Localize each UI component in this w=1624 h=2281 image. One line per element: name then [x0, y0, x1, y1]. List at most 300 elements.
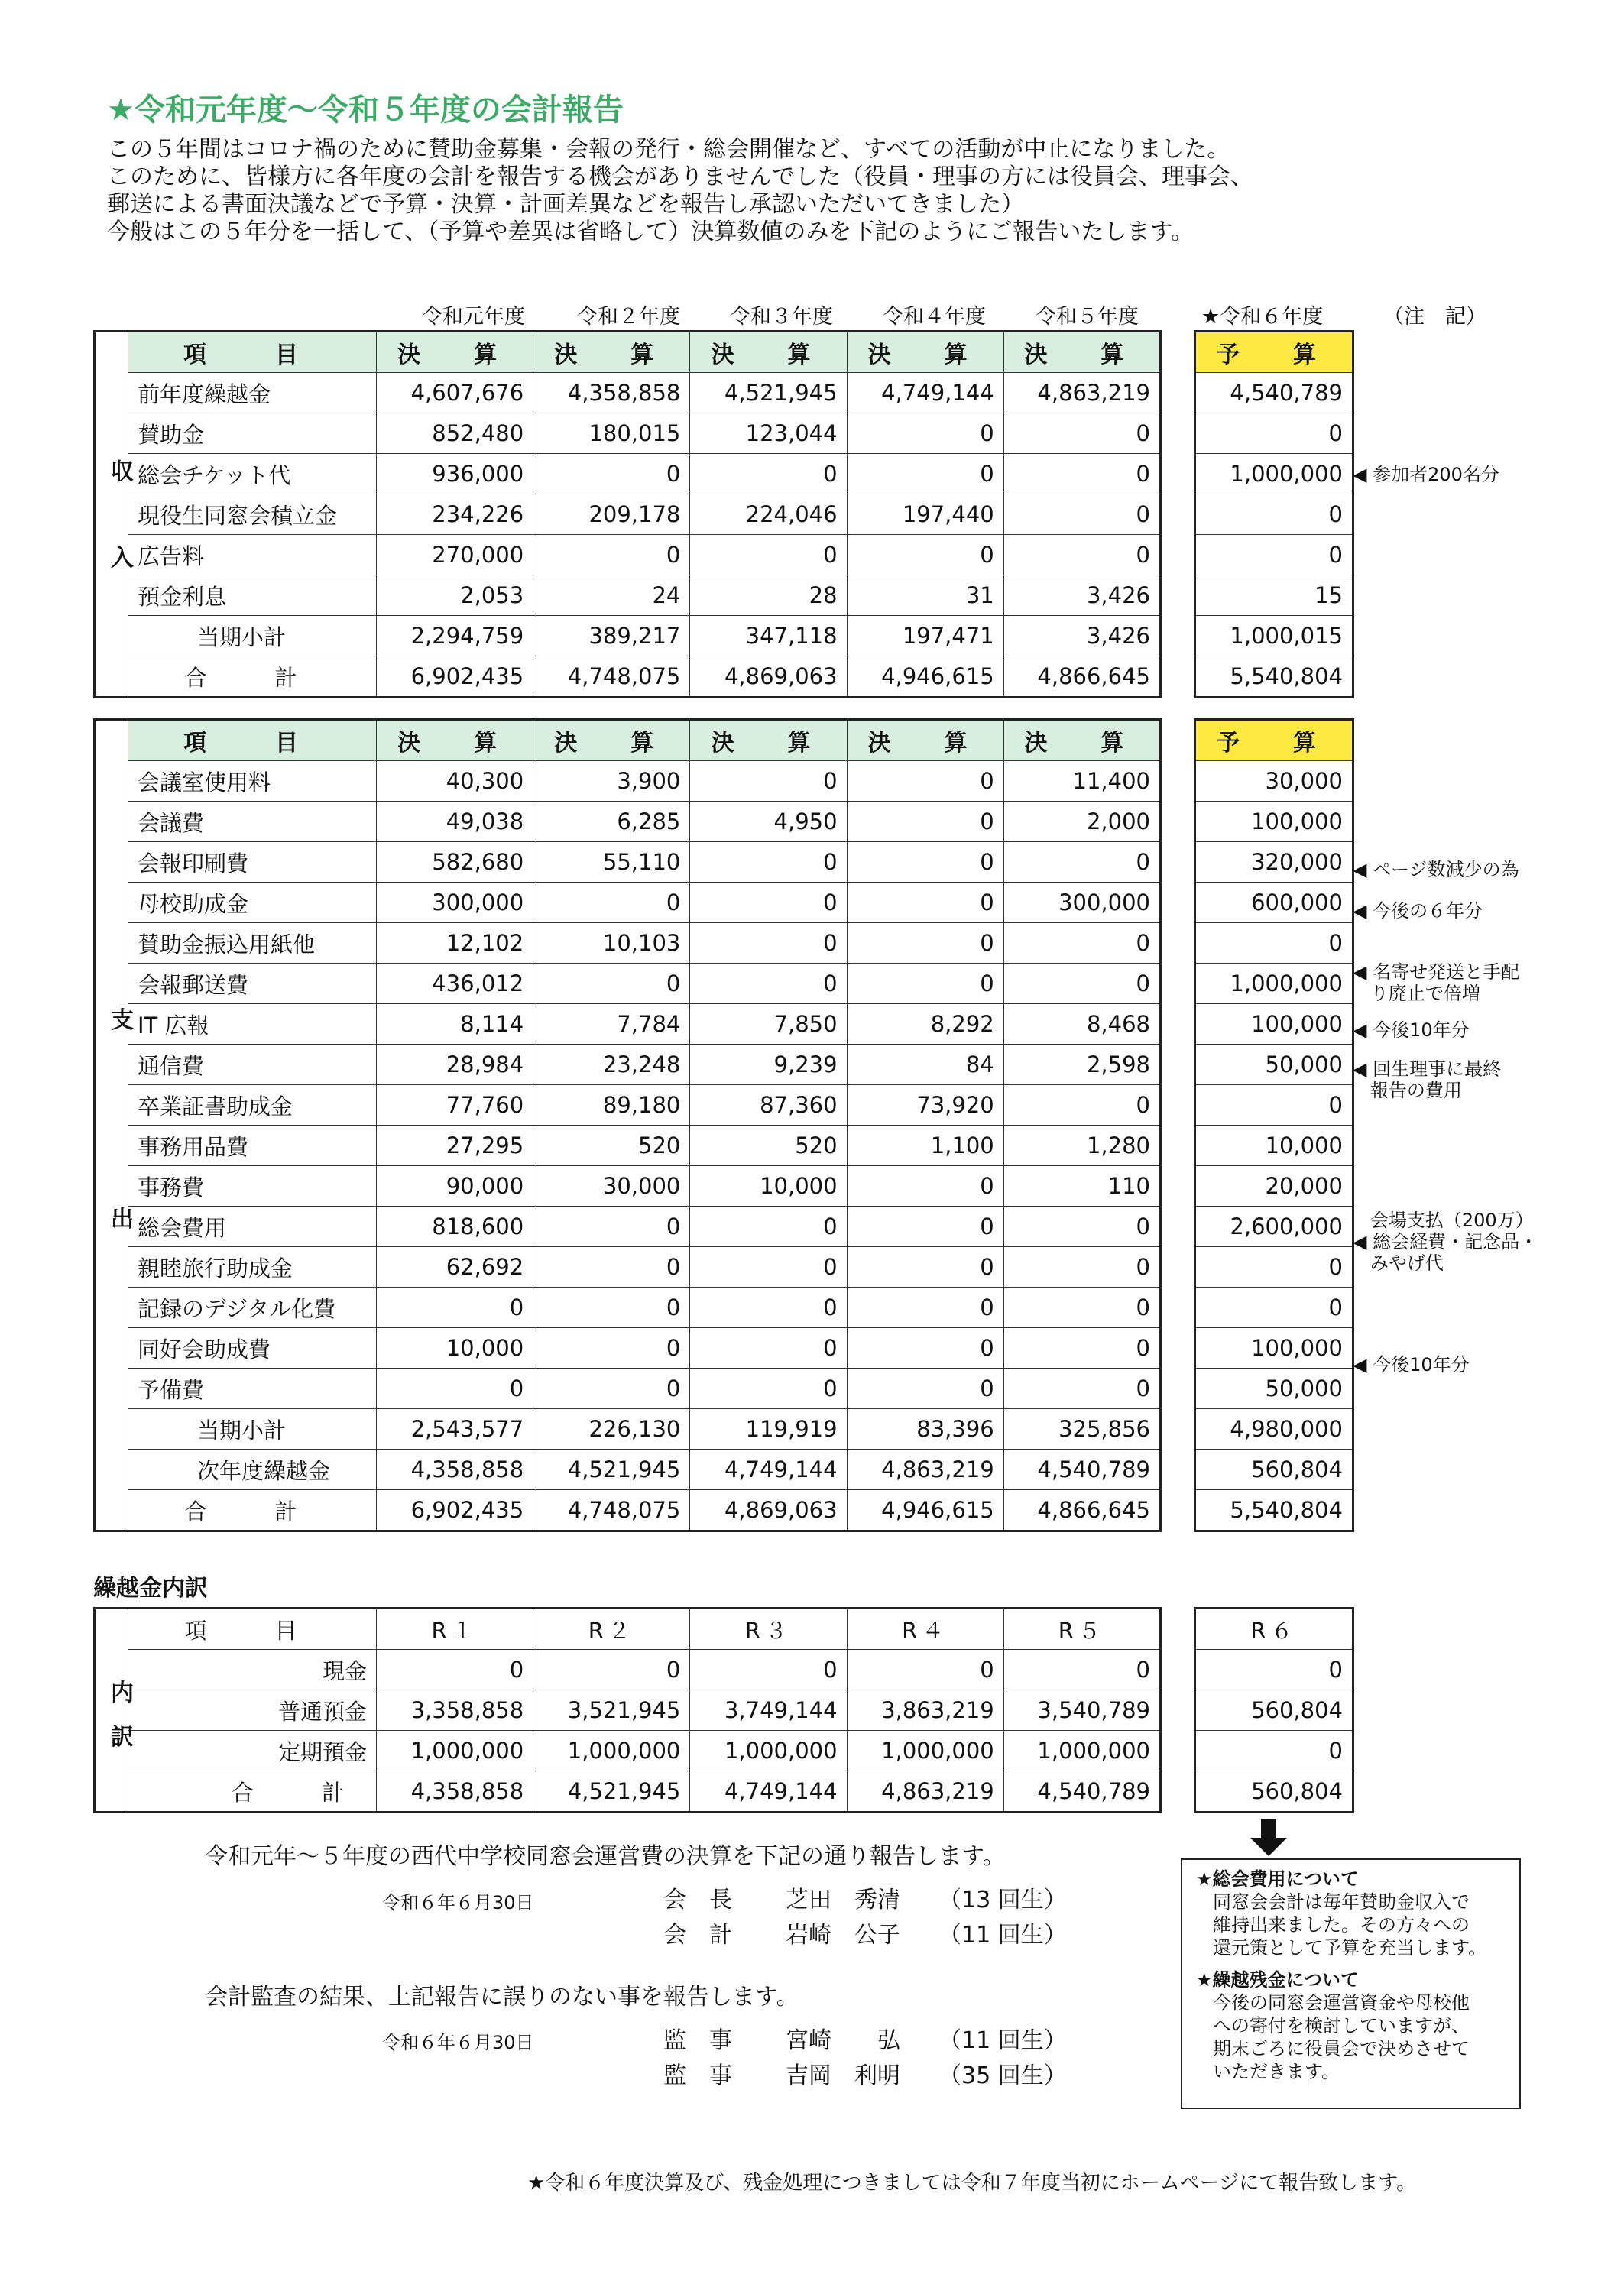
budget-cell: 0 [1195, 1085, 1353, 1126]
value-cell: 31 [847, 575, 1003, 616]
value-cell: 0 [1003, 1207, 1160, 1247]
budget-row [1195, 1650, 1353, 1690]
row-label: 事務用品費 [128, 1126, 377, 1166]
table-row [95, 1690, 1161, 1731]
row-label: 合 計 [128, 656, 377, 698]
value-cell: 0 [690, 1288, 847, 1328]
value-cell: 4,521,945 [533, 1771, 690, 1813]
value-cell: 49,038 [377, 802, 533, 842]
budget-cell: 50,000 [1195, 1369, 1353, 1409]
side-cell [95, 332, 128, 373]
sign-name: 吉岡 利明 [786, 2062, 900, 2089]
side-cell [95, 1085, 128, 1126]
income-budget-table [1194, 330, 1354, 698]
note-ticket: ◀ 参加者200名分 [1353, 464, 1499, 485]
side-cell [95, 1369, 128, 1409]
budget-row [1195, 373, 1353, 413]
row-label: 賛助金振込用紙他 [128, 923, 377, 964]
budget-row [1195, 1690, 1353, 1731]
side-cell [95, 373, 128, 413]
table-row [95, 1004, 1161, 1045]
expense-side-label: 支 [111, 1007, 134, 1034]
table-row [95, 535, 1161, 575]
value-cell: 6,902,435 [377, 1490, 533, 1531]
budget-row [1195, 535, 1353, 575]
year-header: 令和２年度 [577, 305, 680, 329]
value-cell: 3,540,789 [1003, 1690, 1160, 1731]
sign-name: 芝田 秀清 [786, 1887, 900, 1913]
budget-row [1195, 1450, 1353, 1490]
value-cell: 0 [1003, 964, 1160, 1004]
value-cell: 1,000,000 [1003, 1731, 1160, 1771]
table-row [95, 964, 1161, 1004]
table-row [95, 1328, 1161, 1369]
value-cell: 300,000 [1003, 883, 1160, 923]
value-cell: 6,285 [533, 802, 690, 842]
header-col: 決 算 [690, 720, 847, 761]
note-club: ◀ 今後10年分 [1353, 1354, 1470, 1375]
budget-row [1195, 575, 1353, 616]
value-cell: 0 [533, 883, 690, 923]
value-cell: 0 [847, 454, 1003, 494]
value-cell: 4,748,075 [533, 656, 690, 698]
value-cell: 0 [847, 1247, 1003, 1288]
side-cell [95, 1450, 128, 1490]
value-cell: 3,863,219 [847, 1690, 1003, 1731]
report-statement: 令和元年〜５年度の西代中学校同窓会運営費の決算を下記の通り報告します。 [205, 1843, 1006, 1870]
header-col: 決 算 [690, 332, 847, 373]
box-paragraph: 同窓会会計は毎年賛助金収入で 維持出来ました。その方々への 還元策として予算を充当します。 [1213, 1891, 1487, 1959]
value-cell: 0 [1003, 494, 1160, 535]
table-row [95, 1369, 1161, 1409]
row-label: 同好会助成費 [128, 1328, 377, 1369]
budget-row [1195, 842, 1353, 883]
budget-cell: 600,000 [1195, 883, 1353, 923]
page-title: ★令和元年度〜令和５年度の会計報告 [107, 92, 624, 128]
header-col: R１ [377, 1609, 533, 1650]
intro-text [107, 136, 1253, 246]
budget-cell: 15 [1195, 575, 1353, 616]
value-cell: 7,850 [690, 1004, 847, 1045]
header-col: 決 算 [847, 720, 1003, 761]
budget-cell: 0 [1195, 494, 1353, 535]
side-cell [95, 761, 128, 802]
value-cell: 209,178 [533, 494, 690, 535]
row-label: 当期小計 [128, 1409, 377, 1450]
budget-cell: 30,000 [1195, 761, 1353, 802]
value-cell: 234,226 [377, 494, 533, 535]
value-cell: 1,100 [847, 1126, 1003, 1166]
box-heading: ★繰越残金について [1196, 1969, 1360, 1991]
budget-row [1195, 1247, 1353, 1288]
value-cell: 10,103 [533, 923, 690, 964]
budget-cell: 2,600,000 [1195, 1207, 1353, 1247]
value-cell: 0 [533, 1328, 690, 1369]
header-budget: R６ [1195, 1609, 1353, 1650]
side-cell [95, 1288, 128, 1328]
note-school: ◀ 今後の６年分 [1353, 900, 1483, 922]
side-cell [95, 1328, 128, 1369]
value-cell: 389,217 [533, 616, 690, 656]
audit-statement: 会計監査の結果、上記報告に誤りのない事を報告します。 [205, 1984, 799, 2010]
sign-name: 宮崎 弘 [786, 2027, 900, 2054]
value-cell: 0 [1003, 842, 1160, 883]
value-cell: 4,748,075 [533, 1490, 690, 1531]
budget-row [1195, 1731, 1353, 1771]
row-label: 預金利息 [128, 575, 377, 616]
value-cell: 520 [533, 1126, 690, 1166]
value-cell: 0 [690, 1369, 847, 1409]
value-cell: 4,950 [690, 802, 847, 842]
table-row [95, 373, 1161, 413]
budget-cell: 20,000 [1195, 1166, 1353, 1207]
row-label: 広告料 [128, 535, 377, 575]
value-cell: 0 [533, 1650, 690, 1690]
side-cell [95, 1490, 128, 1531]
value-cell: 197,471 [847, 616, 1003, 656]
value-cell: 818,600 [377, 1207, 533, 1247]
expense-table [93, 718, 1162, 1532]
note-print: ◀ ページ数減少の為 [1353, 859, 1519, 880]
value-cell: 936,000 [377, 454, 533, 494]
expense-budget-table [1194, 718, 1354, 1532]
value-cell: 2,053 [377, 575, 533, 616]
budget-row [1195, 1490, 1353, 1531]
value-cell: 4,521,945 [690, 373, 847, 413]
audit-date: 令和６年６月30日 [382, 2032, 534, 2053]
budget-cell: 1,000,015 [1195, 616, 1353, 656]
value-cell: 3,521,945 [533, 1690, 690, 1731]
value-cell: 30,000 [533, 1166, 690, 1207]
value-cell: 224,046 [690, 494, 847, 535]
report-date: 令和６年６月30日 [382, 1892, 534, 1913]
value-cell: 0 [690, 1247, 847, 1288]
value-cell: 0 [690, 923, 847, 964]
value-cell: 4,358,858 [377, 1771, 533, 1813]
budget-cell: 560,804 [1195, 1450, 1353, 1490]
signatures-2 [663, 2023, 1067, 2094]
budget-cell: 5,540,804 [1195, 656, 1353, 698]
value-cell: 8,468 [1003, 1004, 1160, 1045]
sign-gen: （13 回生） [938, 1887, 1067, 1913]
header-col: R３ [690, 1609, 847, 1650]
value-cell: 9,239 [690, 1045, 847, 1085]
value-cell: 0 [1003, 454, 1160, 494]
budget-cell: 0 [1195, 1731, 1353, 1771]
budget-cell: 4,540,789 [1195, 373, 1353, 413]
table-row [95, 575, 1161, 616]
value-cell: 23,248 [533, 1045, 690, 1085]
value-cell: 4,540,789 [1003, 1450, 1160, 1490]
budget-row [1195, 1328, 1353, 1369]
header-col: R５ [1003, 1609, 1160, 1650]
carry-side-label: 内 [111, 1680, 134, 1706]
row-label: 卒業証書助成金 [128, 1085, 377, 1126]
row-label: 親睦旅行助成金 [128, 1247, 377, 1288]
value-cell: 0 [690, 842, 847, 883]
side-cell [95, 494, 128, 535]
value-cell: 180,015 [533, 413, 690, 454]
budget-cell: 100,000 [1195, 1328, 1353, 1369]
intro-line: 郵送による書面決議などで予算・決算・計画差異などを報告し承認いただいてきました） [107, 191, 1024, 218]
table-row [95, 1166, 1161, 1207]
value-cell: 0 [847, 1328, 1003, 1369]
budget-cell: 0 [1195, 923, 1353, 964]
side-cell [95, 1771, 128, 1813]
value-cell: 12,102 [377, 923, 533, 964]
value-cell: 3,426 [1003, 616, 1160, 656]
row-label: 会議室使用料 [128, 761, 377, 802]
year-header: 令和３年度 [730, 305, 833, 329]
value-cell: 1,000,000 [847, 1731, 1003, 1771]
side-cell [95, 1609, 128, 1650]
value-cell: 0 [847, 1207, 1003, 1247]
table-row [95, 1085, 1161, 1126]
table-row [95, 413, 1161, 454]
row-label: 通信費 [128, 1045, 377, 1085]
value-cell: 0 [533, 454, 690, 494]
value-cell: 0 [690, 454, 847, 494]
budget-cell: 0 [1195, 413, 1353, 454]
value-cell: 0 [533, 1247, 690, 1288]
value-cell: 0 [377, 1650, 533, 1690]
table-row [95, 923, 1161, 964]
row-label: 総会チケット代 [128, 454, 377, 494]
arrow-head-icon [1250, 1838, 1287, 1856]
note-it: ◀ 今後10年分 [1353, 1019, 1470, 1041]
row-label: 事務費 [128, 1166, 377, 1207]
budget-cell: 1,000,000 [1195, 454, 1353, 494]
table-row [95, 1409, 1161, 1450]
budget-cell: 560,804 [1195, 1690, 1353, 1731]
side-cell [95, 1247, 128, 1288]
table-row [95, 1207, 1161, 1247]
value-cell: 24 [533, 575, 690, 616]
budget-cell: 100,000 [1195, 1004, 1353, 1045]
value-cell: 4,869,063 [690, 1490, 847, 1531]
row-label: 総会費用 [128, 1207, 377, 1247]
header-col: 決 算 [377, 720, 533, 761]
row-label: 当期小計 [128, 616, 377, 656]
value-cell: 4,540,789 [1003, 1771, 1160, 1813]
value-cell: 3,426 [1003, 575, 1160, 616]
value-cell: 0 [847, 1369, 1003, 1409]
table-row [95, 802, 1161, 842]
value-cell: 6,902,435 [377, 656, 533, 698]
value-cell: 83,396 [847, 1409, 1003, 1450]
value-cell: 40,300 [377, 761, 533, 802]
year-header: 令和５年度 [1036, 305, 1139, 329]
value-cell: 8,114 [377, 1004, 533, 1045]
notes-header: （注 記） [1383, 305, 1486, 329]
income-side-label: 収 [111, 458, 134, 485]
value-cell: 0 [690, 1650, 847, 1690]
value-cell: 27,295 [377, 1126, 533, 1166]
header-budget: 予 算 [1195, 332, 1353, 373]
budget-row [1195, 883, 1353, 923]
budget-row [1195, 802, 1353, 842]
value-cell: 0 [533, 964, 690, 1004]
value-cell: 226,130 [533, 1409, 690, 1450]
budget-cell: 0 [1195, 1288, 1353, 1328]
value-cell: 62,692 [377, 1247, 533, 1288]
sign-role: 監 事 [663, 2062, 732, 2089]
value-cell: 0 [533, 1207, 690, 1247]
table-row [95, 1490, 1161, 1531]
budget-row [1195, 1004, 1353, 1045]
header-item: 項 目 [128, 332, 377, 373]
row-label: IT 広報 [128, 1004, 377, 1045]
sign-gen: （11 回生） [938, 2027, 1067, 2054]
side-cell [95, 720, 128, 761]
value-cell: 0 [690, 761, 847, 802]
value-cell: 0 [533, 535, 690, 575]
sign-name: 岩崎 公子 [786, 1922, 900, 1949]
value-cell: 0 [377, 1369, 533, 1409]
budget-year-header: ★令和６年度 [1201, 305, 1324, 329]
side-cell [95, 1126, 128, 1166]
value-cell: 0 [690, 1328, 847, 1369]
value-cell: 7,784 [533, 1004, 690, 1045]
value-cell: 90,000 [377, 1166, 533, 1207]
expense-side-label: 出 [111, 1206, 134, 1233]
value-cell: 270,000 [377, 535, 533, 575]
side-cell [95, 1045, 128, 1085]
budget-row [1195, 1207, 1353, 1247]
value-cell: 852,480 [377, 413, 533, 454]
table-row [95, 1731, 1161, 1771]
header-item: 項 目 [128, 1609, 377, 1650]
value-cell: 4,358,858 [377, 1450, 533, 1490]
row-label: 会議費 [128, 802, 377, 842]
value-cell: 28 [690, 575, 847, 616]
header-budget: 予 算 [1195, 720, 1353, 761]
value-cell: 84 [847, 1045, 1003, 1085]
value-cell: 0 [1003, 1288, 1160, 1328]
side-cell [95, 964, 128, 1004]
carry-title: 繰越金内訳 [93, 1575, 208, 1602]
header-col: 決 算 [377, 332, 533, 373]
value-cell: 2,598 [1003, 1045, 1160, 1085]
value-cell: 4,863,219 [847, 1771, 1003, 1813]
header-item: 項 目 [128, 720, 377, 761]
intro-line: 今般はこの５年分を一括して、（予算や差異は省略して）決算数値のみを下記のようにご報告いたします。 [107, 219, 1194, 245]
value-cell: 110 [1003, 1166, 1160, 1207]
side-cell [95, 616, 128, 656]
box-paragraph: 今後の同窓会運営資金や母校他 への寄付を検討していますが、 期末ごろに役員会で決めさせて いただきます。 [1213, 1992, 1470, 2082]
value-cell: 347,118 [690, 616, 847, 656]
year-header: 令和元年度 [422, 305, 525, 329]
budget-cell: 320,000 [1195, 842, 1353, 883]
header-col: 決 算 [1003, 720, 1160, 761]
budget-row [1195, 1369, 1353, 1409]
value-cell: 325,856 [1003, 1409, 1160, 1450]
value-cell: 0 [847, 413, 1003, 454]
value-cell: 2,294,759 [377, 616, 533, 656]
value-cell: 10,000 [377, 1328, 533, 1369]
value-cell: 87,360 [690, 1085, 847, 1126]
budget-cell: 0 [1195, 1247, 1353, 1288]
table-row [95, 1288, 1161, 1328]
value-cell: 4,607,676 [377, 373, 533, 413]
value-cell: 0 [1003, 535, 1160, 575]
value-cell: 73,920 [847, 1085, 1003, 1126]
value-cell: 300,000 [377, 883, 533, 923]
footer-note: ★令和６年度決算及び、残金処理につきましては令和７年度当初にホームページにて報告致します。 [527, 2172, 1417, 2195]
value-cell: 0 [533, 1288, 690, 1328]
value-cell: 520 [690, 1126, 847, 1166]
info-box [1181, 1858, 1521, 2109]
budget-row [1195, 1771, 1353, 1813]
value-cell: 0 [1003, 1369, 1160, 1409]
value-cell: 55,110 [533, 842, 690, 883]
value-cell: 0 [377, 1288, 533, 1328]
value-cell: 4,358,858 [533, 373, 690, 413]
table-row [95, 616, 1161, 656]
value-cell: 11,400 [1003, 761, 1160, 802]
sign-gen: （35 回生） [938, 2062, 1067, 2089]
value-cell: 0 [847, 802, 1003, 842]
value-cell: 4,749,144 [690, 1450, 847, 1490]
signatures-1 [663, 1883, 1067, 1953]
value-cell: 28,984 [377, 1045, 533, 1085]
value-cell: 1,000,000 [690, 1731, 847, 1771]
value-cell: 0 [847, 842, 1003, 883]
table-row [95, 454, 1161, 494]
budget-cell: 0 [1195, 535, 1353, 575]
value-cell: 0 [847, 535, 1003, 575]
box-heading: ★総会費用について [1196, 1868, 1360, 1890]
row-label: 次年度繰越金 [128, 1450, 377, 1490]
value-cell: 1,000,000 [377, 1731, 533, 1771]
budget-row [1195, 1085, 1353, 1126]
row-label: 現金 [128, 1650, 377, 1690]
value-cell: 1,000,000 [533, 1731, 690, 1771]
table-row [95, 1450, 1161, 1490]
value-cell: 0 [1003, 1085, 1160, 1126]
header-col: 決 算 [847, 332, 1003, 373]
year-header: 令和４年度 [883, 305, 986, 329]
value-cell: 0 [1003, 413, 1160, 454]
header-col: 決 算 [533, 720, 690, 761]
table-row [95, 883, 1161, 923]
side-cell [95, 1409, 128, 1450]
intro-line: このために、皆様方に各年度の会計を報告する機会がありませんでした（役員・理事の方には役員会、理事会、 [107, 164, 1253, 190]
value-cell: 0 [690, 883, 847, 923]
note-mail: ◀ 名寄せ発送と手配 り廃止で倍増 [1353, 961, 1520, 1004]
budget-cell: 5,540,804 [1195, 1490, 1353, 1531]
budget-cell: 0 [1195, 1650, 1353, 1690]
value-cell: 0 [847, 761, 1003, 802]
value-cell: 2,543,577 [377, 1409, 533, 1450]
sign-role: 会 長 [663, 1887, 732, 1913]
value-cell: 123,044 [690, 413, 847, 454]
budget-row [1195, 494, 1353, 535]
side-cell [95, 923, 128, 964]
table-row [95, 494, 1161, 535]
row-label: 母校助成金 [128, 883, 377, 923]
value-cell: 0 [1003, 923, 1160, 964]
table-row [95, 1247, 1161, 1288]
value-cell: 89,180 [533, 1085, 690, 1126]
value-cell: 3,749,144 [690, 1690, 847, 1731]
budget-row [1195, 1126, 1353, 1166]
value-cell: 0 [1003, 1247, 1160, 1288]
side-cell [95, 883, 128, 923]
budget-row [1195, 761, 1353, 802]
budget-cell: 4,980,000 [1195, 1409, 1353, 1450]
header-col: 決 算 [533, 332, 690, 373]
